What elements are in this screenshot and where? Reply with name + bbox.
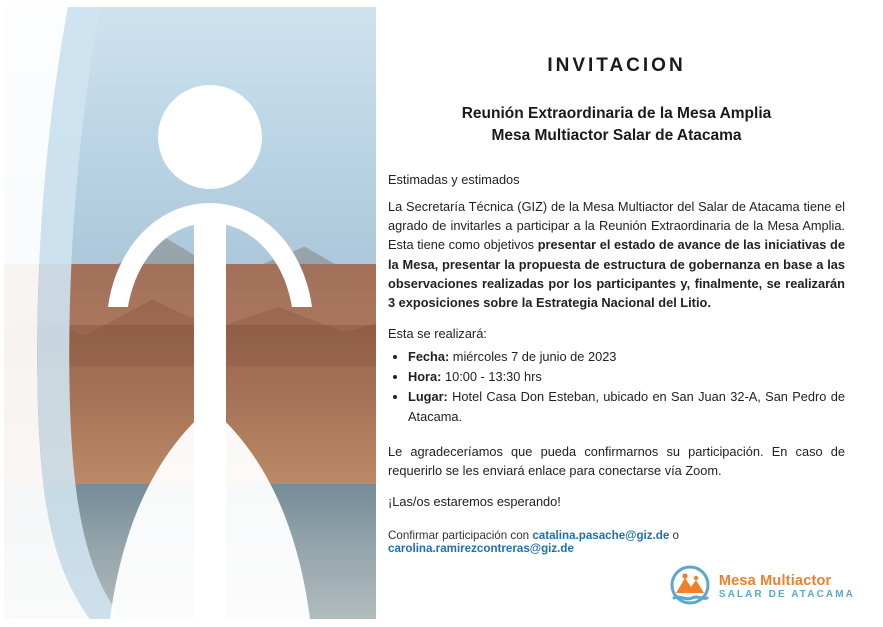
- intro-paragraph-plain: La Secretaría Técnica (GIZ) de la Mesa Multiactor del Salar de Atacama tiene el agrado de invitarles a participar a la Reunión Extraordinaria de la Mesa Amplia. Esta tiene como objetivos: [388, 198, 845, 253]
- detail-value: Hotel Casa Don Esteban, ubicado en San Juan 32-A, San Pedro de Atacama.: [408, 389, 845, 424]
- detail-label: Lugar:: [408, 389, 448, 405]
- logo-line-2: SALAR DE ATACAMA: [718, 589, 855, 601]
- confirmation-line: [388, 529, 845, 555]
- intro-paragraph: [388, 197, 845, 312]
- detail-value: miércoles 7 de junio de 2023: [449, 349, 617, 365]
- mesa-multiactor-logo: [668, 565, 855, 609]
- event-details-list: [388, 347, 845, 426]
- detail-value: 10:00 - 13:30 hrs: [441, 369, 542, 385]
- list-item: [408, 367, 845, 386]
- invitation-content: [380, 7, 875, 619]
- email-link-carolina[interactable]: carolina.ramirezcontreras@giz.de: [388, 542, 574, 556]
- list-item: [408, 387, 845, 425]
- details-lead: Esta se realizará:: [388, 326, 487, 342]
- page-title: INVITACION: [547, 55, 686, 76]
- confirmation-separator: o: [669, 529, 679, 543]
- event-subtitle-line-2: Mesa Multiactor Salar de Atacama: [491, 127, 742, 145]
- intro-paragraph-emphasis: presentar el estado de avance de las iniciativas de la Mesa, presentar la propuesta de estructura de gobernanza en base a las observaciones realizadas por los participantes y, finalmente, se realizarán 3 exposiciones sobre la Estrategia Nacional del Litio.: [388, 237, 845, 310]
- detail-label: Hora:: [408, 369, 442, 385]
- logo-wordmark: [719, 574, 855, 601]
- greeting-text: Estimadas y estimados: [388, 171, 520, 187]
- event-subtitle: [388, 103, 845, 148]
- page-frame-bottom: [0, 619, 883, 627]
- event-subtitle-line-1: Reunión Extraordinaria de la Mesa Amplia: [461, 105, 772, 122]
- decorative-photo-panel: [4, 7, 376, 619]
- logo-mountains-icon: [668, 565, 712, 609]
- confirmation-prefix: Confirmar participación con: [388, 529, 533, 543]
- email-link-catalina[interactable]: catalina.pasache@giz.de: [532, 529, 670, 543]
- logo-line-1: Mesa Multiactor: [718, 572, 832, 589]
- detail-label: Fecha:: [408, 349, 450, 365]
- abstract-person-icon: [4, 7, 376, 619]
- cheer-text: ¡Las/os estaremos esperando!: [388, 494, 561, 510]
- closing-paragraph: Le agradeceríamos que pueda confirmarnos su participación. En caso de requerirlo se les enviará enlace para conectarse vía Zoom.: [388, 443, 845, 478]
- page-frame-right: [875, 0, 883, 627]
- list-item: [408, 347, 845, 366]
- page-frame-top: [0, 0, 883, 7]
